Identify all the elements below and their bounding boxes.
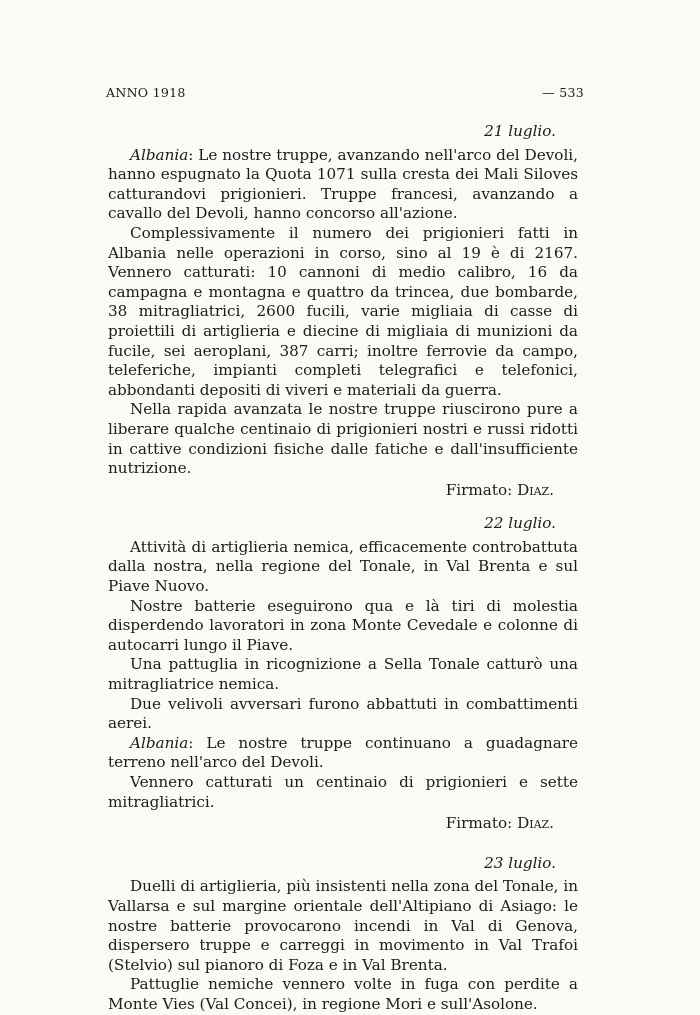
header-year: ANNO 1918 [106, 85, 186, 100]
paragraph: Nella rapida avanzata le nostre truppe riuscirono pure a liberare qualche centinaio di prigionieri nostri e russi ridotti in cattive condizioni fisiche dalle fatiche e dall'insufficiente nutrizione. [108, 400, 578, 478]
entry-date: 22 luglio. [484, 514, 556, 533]
paragraph: Una pattuglia in ricognizione a Sella Tonale catturò una mitragliatrice nemica. [108, 655, 578, 694]
paragraph: Due velivoli avversari furono abbattuti in combattimenti aerei. [108, 694, 578, 733]
region-label: Albania [130, 145, 189, 164]
paragraph: Pattuglie nemiche vennero volte in fuga con perdite a Monte Vies (Val Concei), in regione Mori e sull'Asolone. [108, 975, 578, 1013]
region-label: Albania [130, 733, 189, 752]
paragraph [108, 146, 578, 224]
page-header [106, 85, 584, 105]
signature [108, 481, 578, 501]
paragraph-text: : Le nostre truppe, avanzando nell'arco del Devoli, hanno espugnato la Quota 1071 sulla cresta dei Mali Siloves catturandovi prigionieri. Truppe francesi, avanzando a cavallo del Devoli, hanno concorso all'azione. [108, 145, 578, 223]
paragraph: Nostre batterie eseguirono qua e là tiri di molestia disperdendo lavoratori in zona Monte Cevedale e colonne di autocarri lungo il Piave. [108, 596, 578, 654]
signed-label: Firmato: [445, 480, 513, 499]
signed-label: Firmato: [445, 814, 513, 833]
paragraph: Vennero catturati un centinaio di prigionieri e sette mitragliatrici. [108, 773, 578, 811]
paragraph [108, 734, 578, 773]
entry-date: 23 luglio. [484, 853, 556, 872]
paragraph: Attività di artiglieria nemica, efficacemente controbattuta dalla nostra, nella regione del Tonale, in Val Brenta e sul Piave Nuovo. [108, 537, 578, 596]
page-number: — 533 [542, 85, 584, 100]
paragraph: Duelli di artiglieria, più insistenti nella zona del Tonale, in Vallarsa e sul margine orientale dell'Altipiano di Asiago: le nostre batterie provocarono incendi in Val di Genova, dispersero truppe e carreggi in movimento in Val Trafoi (Stelvio) sul pianoro di Foza e in Val Brenta. [108, 877, 578, 974]
paragraph-text: : Le nostre truppe continuano a guadagnare terreno nell'arco del Devoli. [108, 733, 578, 772]
signature [108, 814, 578, 834]
signed-name: Diaz. [517, 480, 554, 499]
paragraph: Complessivamente il numero dei prigionieri fatti in Albania nelle operazioni in corso, sino al 19 è di 2167. Vennero catturati: 10 cannoni di medio calibro, 16 da campagna e montagna e quattro da trincea, due bombarde, 38 mitragliatrici, 2600 fucili, varie migliaia di casse di proiettili di artiglieria e diecine di migliaia di munizioni da fucile, sei aeroplani, 387 carri; inoltre ferrovie da campo, teleferiche, impianti completi telegrafici e telefonici, abbondanti depositi di viveri e materiali da guerra. [108, 223, 578, 399]
signed-name: Diaz. [517, 814, 554, 833]
entry-date: 21 luglio. [484, 122, 556, 140]
page-body [108, 122, 578, 1015]
